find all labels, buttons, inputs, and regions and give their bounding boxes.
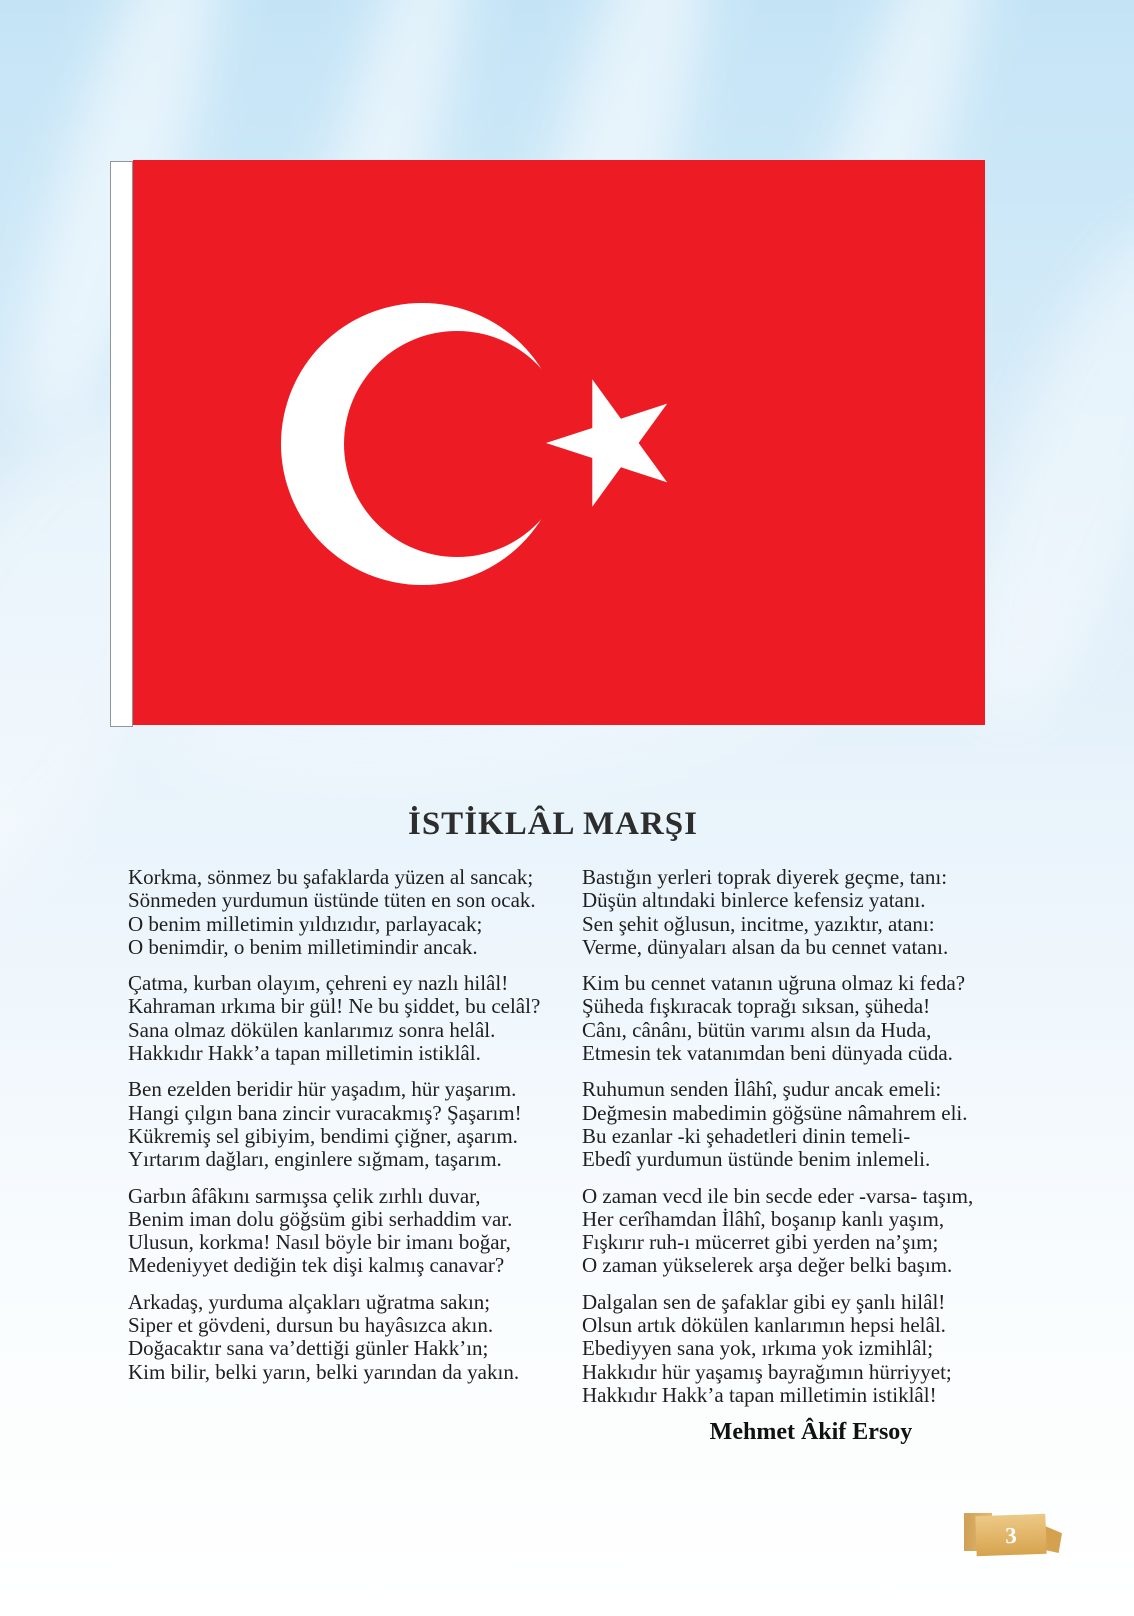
poem-line: Hangi çılgın bana zincir vuracakmış? Şaşarım! [128, 1100, 522, 1125]
poem-line: Hakkıdır Hakk’a tapan milletimin istiklâl! [582, 1382, 937, 1407]
poem-line: Ben ezelden beridir hür yaşadım, hür yaşarım. [128, 1077, 517, 1102]
stanza [582, 972, 1040, 1065]
poem-line: Ruhumun senden İlâhî, şudur ancak emeli: [582, 1077, 942, 1102]
poem-line: Hakkıdır hür yaşamış bayrağımın hürriyyet; [582, 1359, 952, 1384]
poem-line: Arkadaş, yurduma alçakları uğratma sakın; [128, 1289, 491, 1314]
poem-line: O zaman vecd ile bin secde eder -varsa- taşım, [582, 1183, 974, 1208]
page-title: İSTİKLÂL MARŞI [407, 806, 698, 842]
poem-line: Fışkırır ruh-ı mücerret gibi yerden na’şım; [582, 1230, 939, 1255]
poem-line: Bu ezanlar -ki şehadetleri dinin temeli- [582, 1123, 911, 1148]
poem-line: Etmesin tek vatanımdan beni dünyada cüda. [582, 1041, 953, 1066]
poem-line: Sen şehit oğlusun, incitme, yazıktır, atanı: [582, 911, 935, 936]
poem-line: Çatma, kurban olayım, çehreni ey nazlı hilâl! [128, 971, 509, 996]
crescent-inner [344, 331, 570, 557]
flag-pole-strip [110, 161, 133, 727]
poem-line: Düşün altındaki binlerce kefensiz yatanı. [582, 888, 926, 913]
poem-line: Dalgalan sen de şafaklar gibi ey şanlı hilâl! [582, 1289, 946, 1314]
page-number: 3 [1004, 1522, 1018, 1548]
turkish-flag [133, 160, 985, 725]
poem-line: Ebedî yurdumun üstünde benim inlemeli. [582, 1147, 931, 1172]
poem-line: Ulusun, korkma! Nasıl böyle bir imanı boğar, [128, 1230, 511, 1255]
stanza [128, 972, 582, 1065]
page-number-ribbon [975, 1514, 1046, 1556]
stanza [582, 1185, 1040, 1278]
poem-column-1 [128, 866, 582, 1420]
poem-line: Siper et gövdeni, dursun bu hayâsızca akın. [128, 1313, 494, 1338]
poem-line: Değmesin mabedimin göğsüne nâmahrem eli. [582, 1100, 968, 1125]
poem-line: Kahraman ırkıma bir gül! Ne bu şiddet, bu celâl? [128, 994, 541, 1019]
stanza [128, 866, 582, 959]
poem-line: O benim milletimin yıldızıdır, parlayacak; [128, 911, 483, 936]
poem-line: Hakkıdır Hakk’a tapan milletimin istiklâl. [128, 1041, 481, 1066]
poem-line: Kim bilir, belki yarın, belki yarından da yakın. [128, 1359, 520, 1384]
poem-line: Korkma, sönmez bu şafaklarda yüzen al sancak; [128, 865, 534, 889]
poem-line: Kükremiş sel gibiyim, bendimi çiğner, aşarım. [128, 1123, 518, 1148]
stanza [128, 1185, 582, 1278]
poem-line: O zaman yükselerek arşa değer belki başım. [582, 1253, 953, 1278]
poem-line: Şüheda fışkıracak toprağı sıksan, şüheda! [582, 994, 931, 1019]
stanza [582, 1291, 1040, 1407]
poem-line: Cânı, cânânı, bütün varımı alsın da Huda, [582, 1017, 932, 1042]
poem-line: Her cerîhamdan İlâhî, boşanıp kanlı yaşım, [582, 1206, 945, 1231]
stanza [582, 866, 1040, 959]
poem-line: Benim iman dolu göğsüm gibi serhaddim var. [128, 1206, 513, 1231]
poem-author: Mehmet Âkif Ersoy [709, 1419, 913, 1445]
poem-line: Verme, dünyaları alsan da bu cennet vatanı. [582, 934, 949, 959]
poem-line: O benimdir, o benim milletimindir ancak. [128, 934, 478, 959]
poem-line: Olsun artık dökülen kanlarımın hepsi helâl. [582, 1313, 946, 1338]
poem-line: Yırtarım dağları, enginlere sığmam, taşarım. [128, 1147, 502, 1172]
poem-line: Ebediyyen sana yok, ırkıma yok izmihlâl; [582, 1336, 934, 1361]
poem-line: Sönmeden yurdumun üstünde tüten en son ocak. [128, 888, 536, 913]
poem-line: Garbın âfâkını sarmışsa çelik zırhlı duvar, [128, 1183, 481, 1208]
poem-line: Kim bu cennet vatanın uğruna olmaz ki feda? [582, 971, 966, 996]
poem-column-2 [582, 866, 1040, 1420]
stanza [128, 1078, 582, 1171]
poem-line: Doğacaktır sana va’dettiği günler Hakk’ın; [128, 1336, 489, 1361]
poem-line: Sana olmaz dökülen kanlarımız sonra helâl. [128, 1017, 496, 1042]
poem-line: Bastığın yerleri toprak diyerek geçme, tanı: [582, 865, 948, 889]
stanza [582, 1078, 1040, 1171]
stanza [128, 1291, 582, 1384]
poem [128, 866, 1040, 1420]
poem-line: Medeniyyet dediğin tek dişi kalmış canavar? [128, 1253, 505, 1278]
